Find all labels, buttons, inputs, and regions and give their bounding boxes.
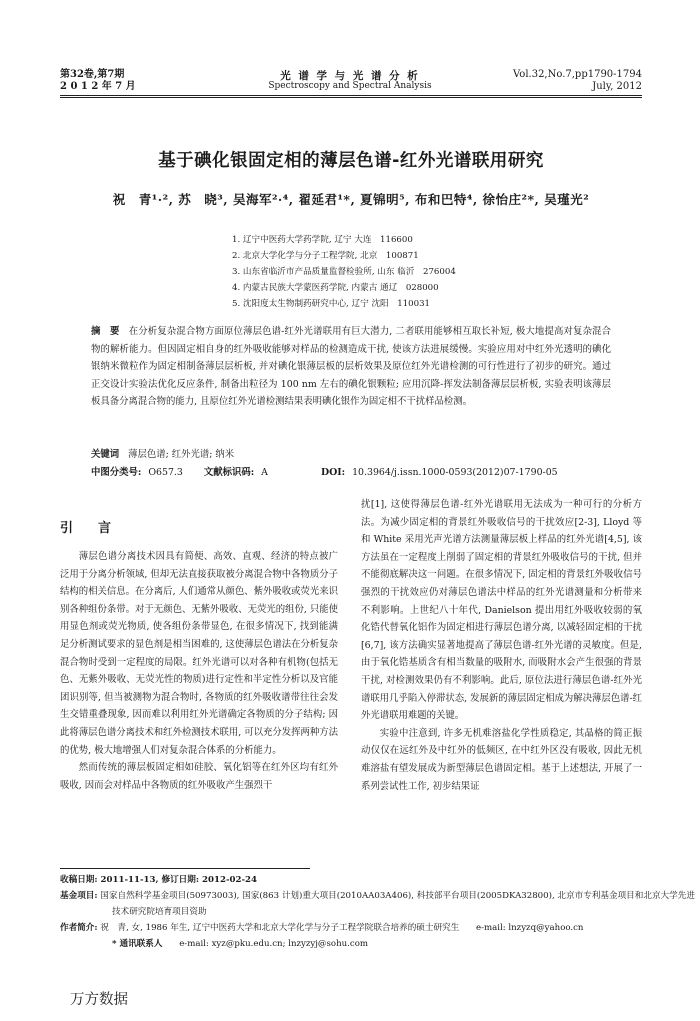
paragraph: 扰[1], 这使得薄层色谱-红外光谱联用无法成为一种可行的分析方法。为减少固定相的背景红外吸收信号的干扰效应[2-3], Lloyd 等和 White 采用光声光谱方法测量薄层板上样品的红外光谱[4,5], 该方法虽在一定程度上削弱了固定相的背景红外吸收信号的干扰, 但并不能彻底解决这一问题。在很多情况下, 固定相的背景红外吸收信号强烈的干扰效应仍对薄层色谱法中样品的红外光谱测量和分析带来不利影响。上世纪八十年代, Danielson 提出用红外吸收较弱的氧化锆代替氧化铝作为固定相进行薄层色谱分离, 以减轻固定相的干扰[6,7], 该方法确实显著地提高了薄层色谱-红外光谱的灵敏度。但是, 由于氧化锆基质含有相当数量的吸附水, 而吸附水会产生很强的背景干扰, 对检测效果仍有不利影响。此后, 原位法进行薄层色谱-红外光谱联用几乎陷入停滞状态, 发展新的薄层固定相成为解决薄层色谱-红外光谱联用难题的关键。: [361, 499, 643, 722]
bio-text: 祝 青, 女, 1986 年生, 辽宁中医药大学和北京大学化学与分子工程学院联合培养的硕士研究生: [100, 923, 460, 933]
keywords-label: 关键词: [91, 449, 120, 460]
paragraph: 薄层色谱分离技术因具有简便、高效、直观、经济的特点被广泛用于分离分析领域, 但却无法直接获取被分离混合物中各物质分子结构的相关信息。在分离后, 人们通常从颜色、紫外吸收或荧光来识别各种组份条带。对于无颜色、无紫外吸收、无荧光的组份, 只能使用显色剂或荧光物质, 使各组份条带显色, 在很多情况下, 找到能满足分析测试要求的显色剂是相当困难的, 这使薄层色谱法在分析复杂混合物时受到一定程度的局限。红外光谱可以对各种有机物(包括无色、无紫外吸收、无荧光性的物质)进行定性和半定性分析以及官能团识别等, 但当被测物为混合物时, 各物质的红外吸收谱带往往会发生交错重叠现象, 因而难以利用红外光谱确定各物质的分子结构; 因此将薄层色谱分离技术和红外检测技术联用, 可以充分发挥两种方法的优势, 极大地增强人们对复杂混合体系的分析能力。: [60, 551, 338, 756]
affiliation: 3. 山东省临沂市产品质量监督检验所, 山东 临沂 276004: [232, 267, 456, 277]
affiliation: 5. 沈阳度太生物制药研究中心, 辽宁 沈阳 110031: [232, 299, 431, 309]
paragraph: 实验中注意到, 许多无机难溶盐化学性质稳定, 其晶格的简正振动仅仅在远红外及中红外的低频区, 在中红外区没有吸收, 因此无机难溶盐有望发展成为新型薄层色谱固定相。基于上述想法, 开展了一系列尝试性工作, 初步结果证: [361, 727, 642, 792]
left-column: [60, 548, 338, 794]
footnote-received: [60, 873, 650, 889]
classification: [91, 465, 621, 481]
author-list: 祝 青¹·², 苏 晓³, 吴海军²·⁴, 翟延君¹*, 夏锦明⁵, 布和巴特⁴, 徐怡庄²*, 吴瑾光²: [112, 192, 590, 207]
journal-volume-en: Vol.32,No.7,pp1790-1794: [513, 69, 642, 80]
keywords: [91, 447, 621, 463]
section-heading-introduction: 引 言: [60, 521, 118, 536]
right-column: [361, 496, 642, 795]
received-dates: 收稿日期: 2011-11-13, 修订日期: 2012-02-24: [60, 875, 258, 885]
footnote-bio: [60, 921, 650, 937]
bio-label: 作者简介:: [60, 923, 98, 933]
abstract: [91, 323, 611, 411]
keywords-text: 薄层色谱; 红外光谱; 纳米: [128, 449, 235, 460]
paper-title: 基于碘化银固定相的薄层色谱-红外光谱联用研究: [158, 151, 544, 171]
footnote-fund: [60, 889, 700, 920]
journal-date-cn: 2 0 1 2 年 7 月: [60, 81, 136, 92]
affiliation: 1. 辽宁中医药大学药学院, 辽宁 大连 116600: [232, 235, 413, 245]
abstract-text: 在分析复杂混合物方面原位薄层色谱-红外光谱联用有巨大潜力, 二者联用能够相互取长补短, 极大地提高对复杂混合物的解析能力。但因固定相自身的红外吸收能够对样品的检测造成干扰, 使该方法进展缓慢。实验应用对中红外光透明的碘化银纳米微粒作为固定相制备薄层层析板, 并对碘化银薄层板的层析效果及原位红外光谱检测的可行性进行了初步的研究。通过正交设计实验法优化反应条件, 制备出粒径为 100 nm 左右的碘化银颗粒; 应用沉降-挥发法制备薄层层析板, 实验表明该薄层板具备分离混合物的能力, 且原位红外光谱检测结果表明碘化银作为固定相不干扰样品检测。: [91, 326, 611, 408]
header-rule: [60, 95, 642, 96]
journal-name-en: Spectroscopy and Spectral Analysis: [268, 81, 432, 91]
doi-value: 10.3964/j.issn.1000-0593(2012)07-1790-05: [352, 467, 558, 478]
journal-name-cn: 光 谱 学 与 光 谱 分 析: [280, 70, 420, 82]
doi-label: DOI:: [320, 467, 346, 478]
footnote-corresponding: [60, 937, 700, 953]
clc-label: 中图分类号:: [91, 467, 142, 478]
clc-value: O657.3: [148, 467, 183, 478]
journal-date-en: July, 2012: [592, 81, 642, 92]
affiliation: 2. 北京大学化学与分子工程学院, 北京 100871: [232, 251, 419, 261]
watermark: 万方数据: [70, 992, 128, 1008]
corresponding-label: * 通讯联系人: [112, 939, 163, 949]
abstract-label: 摘 要: [91, 326, 120, 337]
footnote-rule: [60, 868, 310, 869]
fund-label: 基金项目:: [60, 891, 98, 901]
fund-text: 国家自然科学基金项目(50973003), 国家(863 计划)重大项目(2010AA03A406), 科技部平台项目(2005DKA32800), 北京市专利基金项目和北京大学先进技术研究院培育项目资助: [100, 891, 695, 917]
affiliation: 4. 内蒙古民族大学蒙医药学院, 内蒙古 通辽 028000: [232, 283, 439, 293]
doc-code-value: A: [261, 467, 268, 478]
header-rule-2: [60, 97, 642, 98]
bio-email: e-mail: lnzyzq@yahoo.cn: [476, 923, 584, 933]
journal-volume-cn: 第32卷,第7期: [60, 69, 125, 80]
corresponding-email: e-mail: xyz@pku.edu.cn; lnzyzyj@sohu.com: [179, 939, 369, 949]
paragraph: 然而传统的薄层板固定相如硅胶、氧化铝等在红外区均有红外吸收, 因而会对样品中各物质的红外吸收产生强烈干: [60, 762, 338, 791]
doc-code-label: 文献标识码:: [203, 467, 255, 478]
